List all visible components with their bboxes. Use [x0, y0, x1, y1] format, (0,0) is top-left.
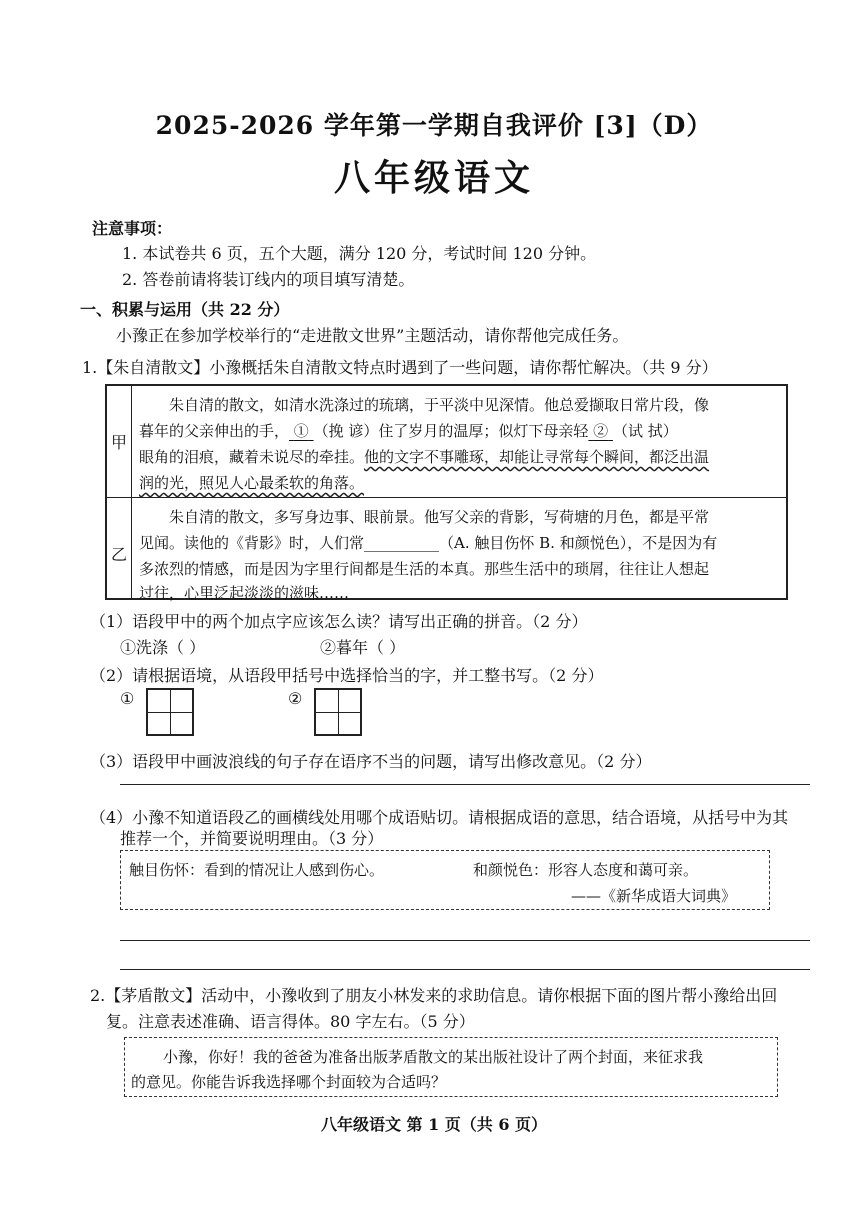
idiom-definition-2: 和颜悦色：形容人态度和蔼可亲。: [473, 861, 699, 879]
q1-sub1-answer-2: ②暮年（ ）: [320, 638, 406, 657]
passage-jia-line-3: [139, 446, 709, 467]
passage-yi-line-2a: 见闻。读他的《背影》时，人们常: [139, 534, 365, 552]
q1-stem: 1.【朱自清散文】小豫概括朱自清散文特点时遇到了一些问题，请你帮忙解决。（共 9 分）: [82, 358, 718, 377]
notice-item-1: 1. 本试卷共 6 页，五个大题，满分 120 分，考试时间 120 分钟。: [122, 244, 597, 263]
blank-1-marker: ①: [293, 422, 309, 440]
wavy-sentence-part-1: 他的文字不事雕琢，却能让寻常每个瞬间，都泛出温: [364, 448, 710, 466]
notice-item-2: 2. 答卷前请将装订线内的项目填写清楚。: [122, 270, 415, 289]
wavy-sentence-part-2: 润的光，照见人心最柔软的角落。: [139, 474, 365, 492]
passage-yi-line-3: 多浓烈的情感，而是因为字里行间都是生活的本真。那些生活中的琐屑，往往让人想起: [139, 560, 710, 578]
grid-2-marker: ②: [288, 689, 303, 708]
passage-divider: [107, 497, 786, 498]
blank-2: [588, 422, 613, 440]
passage-jia-line-2: [139, 420, 678, 441]
q2-stem-2: 复。注意表述准确、语言得体。80 字左右。（5 分）: [106, 1012, 475, 1031]
dictionary-source: ——《新华成语大词典》: [571, 887, 737, 905]
idiom-definition-1: 触目伤怀：看到的情况让人感到伤心。: [129, 861, 385, 879]
passage-label-column: [107, 386, 132, 598]
help-message-box: [124, 1037, 778, 1097]
q1-sub4-text-1: （4）小豫不知道语段乙的画横线处用哪个成语贴切。请根据成语的意思，结合语境，从括号中为其: [90, 808, 789, 827]
writing-grid-2[interactable]: [314, 688, 362, 736]
q2-stem-1: 2.【茅盾散文】活动中，小豫收到了朋友小林发来的求助信息。请你根据下面的图片帮小豫给出回: [90, 986, 778, 1005]
idiom-definition-box: [120, 850, 770, 910]
q1-sub1-answer-1: ①洗涤（ ）: [120, 638, 206, 657]
exam-title: 2025-2026 学年第一学期自我评价 [3]（D）: [155, 111, 713, 140]
idiom-blank: __________: [364, 534, 440, 552]
blank-1: [289, 422, 314, 440]
help-message-line-2: 的意见。你能告诉我选择哪个封面较为合适吗？: [131, 1073, 447, 1091]
passage-yi-line-2: [139, 532, 717, 553]
answer-line-sub3[interactable]: [120, 784, 810, 785]
section1-intro: 小豫正在参加学校举行的“走进散文世界”主题活动，请你帮他完成任务。: [116, 326, 629, 345]
q1-sub2-text: （2）请根据语境，从语段甲括号中选择恰当的字，并工整书写。（2 分）: [90, 666, 604, 685]
notice-heading: 注意事项：: [92, 219, 173, 238]
passage-yi-label: 乙: [111, 545, 128, 564]
answer-line-sub4-1[interactable]: [120, 940, 810, 941]
q1-sub4-text-2: 推荐一个，并简要说明理由。（3 分）: [120, 829, 384, 848]
writing-grid-1[interactable]: [146, 688, 194, 736]
passage-jia-line-1: 朱自清的散文，如清水洗涤过的琉璃，于平淡中见深情。他总爱撷取日常片段，像: [169, 396, 710, 414]
passage-jia-line-2a: 暮年的父亲伸出的手，: [139, 422, 290, 440]
passage-yi-line-2b: （A. 触目伤怀 B. 和颜悦色），不是因为有: [439, 534, 718, 552]
grid-1-marker: ①: [120, 689, 135, 708]
subject-title: 八年级语文: [333, 157, 534, 199]
passage-jia-line-3a: 眼角的泪痕，藏着未说尽的牵挂。: [139, 448, 365, 466]
passage-jia-line-2b: （挽 谚）住了岁月的温厚；似灯下母亲轻: [313, 422, 589, 440]
passage-table: [105, 384, 788, 600]
help-message-line-1: 小豫，你好！我的爸爸为准备出版茅盾散文的某出版社设计了两个封面，来征求我: [163, 1048, 704, 1066]
passage-jia-line-2c: （试 拭）: [612, 422, 678, 440]
section1-heading: 一、积累与运用（共 22 分）: [80, 300, 290, 319]
q1-sub3-text: （3）语段甲中画波浪线的句子存在语序不当的问题，请写出修改意见。（2 分）: [90, 752, 652, 771]
passage-yi-line-4: 过往，心里泛起淡淡的滋味……: [139, 584, 350, 602]
passage-jia-label: 甲: [111, 433, 128, 452]
page-footer: 八年级语文 第 1 页（共 6 页）: [320, 1115, 548, 1134]
q1-sub1-text: （1）语段甲中的两个加点字应该怎么读？请写出正确的拼音。（2 分）: [90, 612, 588, 631]
blank-2-marker: ②: [593, 422, 609, 440]
answer-line-sub4-2[interactable]: [120, 969, 810, 970]
passage-jia-line-4: [139, 472, 364, 493]
passage-yi-line-1: 朱自清的散文，多写身边事、眼前景。他写父亲的背影，写荷塘的月色，都是平常: [169, 508, 710, 526]
